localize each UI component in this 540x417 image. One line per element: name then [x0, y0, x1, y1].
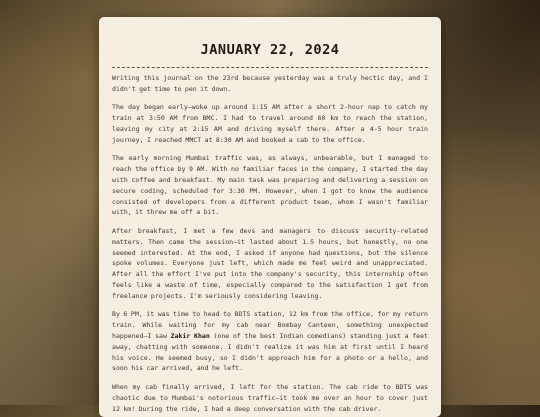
journal-paragraph-2: The day began early—woke up around 1:15 AM after a short 2-hour nap to catch my train at 3:50 AM from BMC. I had to travel around 60 km to reach the station, leaving my city at 2:15 AM and driving myself there. After a 4-5 hour train journey, I reached MMCT at 8:30 AM and booked a cab to the office.: [112, 103, 428, 144]
journal-paragraph-5: [112, 309, 428, 374]
highlighted-name: Zakir Khan: [170, 331, 210, 340]
title-divider: [112, 67, 428, 68]
journal-paragraph-1: Writing this journal on the 23rd because yesterday was a truly hectic day, and I didn't get time to pen it down.: [112, 74, 428, 93]
paragraph-5-end: (one of the best Indian comedians) standing just a feet away, chatting with someone. I didn't realize it was him at first until I heard his voice. He seemed busy, so I didn't approach him for a photo or a hello, and soon his car arrived, and he left.: [112, 331, 429, 373]
paragraph-5-start: By 6 PM, it was time to head to BDTS station, 12 km from the office, for my return train. While waiting for my cab near Bombay Canteen, something unexpected happened—I saw: [112, 310, 428, 340]
journal-paragraph-6: When my cab finally arrived, I left for the station. The cab ride to BDTS was chaotic due to Mumbai's notorious traffic—it took me over an hour to cover just 12 km! During the ride, I had a deep conversation with the cab driver.: [112, 382, 428, 413]
journal-date-title: JANUARY 22, 2024: [200, 42, 340, 58]
journal-paragraph-4: After breakfast, I met a few devs and managers to discuss security-related matters. Then came the session—it lasted about 1.5 hours, but honestly, no one seemed interested. At the end, I asked if anyone had questions, but the silence spoke volumes. Everyone just left, which made me feel weird and unappreciated. After all the effort I've put into the company's security, this internship often feels like a waste of time, especially compared to the satisfaction I get from freelance projects. I'm seriously considering leaving.: [112, 226, 428, 300]
journal-page: [99, 17, 441, 417]
journal-paragraph-3: The early morning Mumbai traffic was, as always, unbearable, but I managed to reach the office by 9 AM. With no familiar faces in the company, I started the day with coffee and breakfast. My main task was preparing and delivering a session on secure coding, scheduled for 3:30 PM. However, when I got to know the audience consisted of developers from a different product team, whom I wasn't familiar with, it threw me off a bit.: [112, 154, 428, 217]
